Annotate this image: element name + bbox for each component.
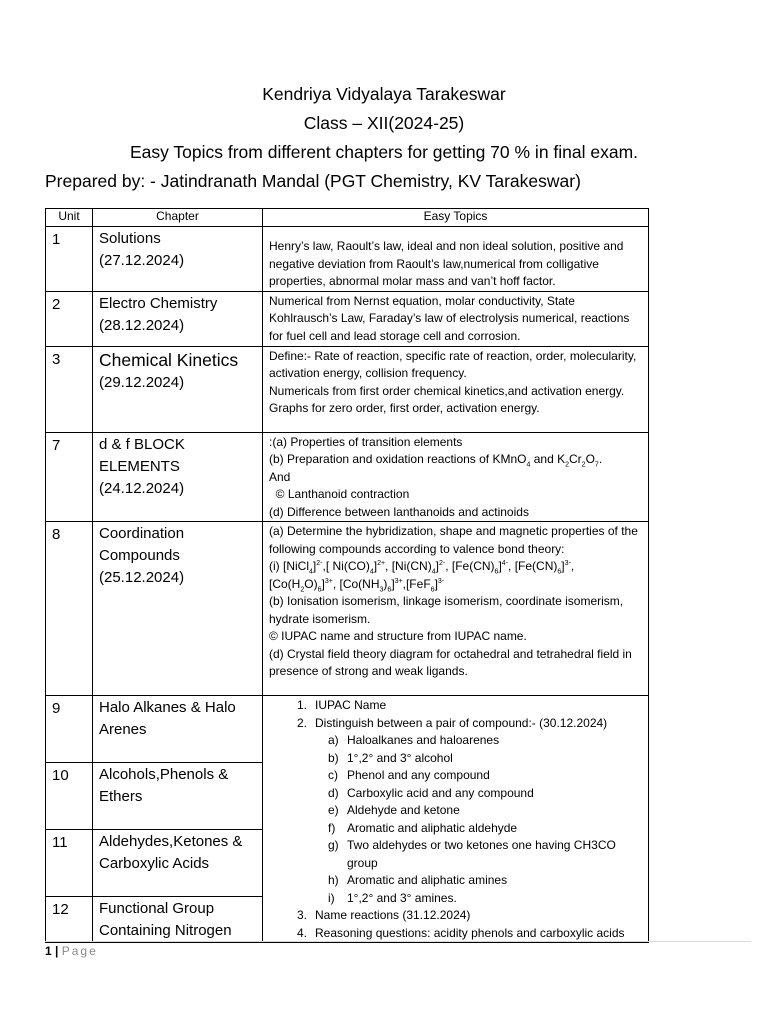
- chapter-date: (29.12.2024): [99, 373, 185, 391]
- footer-divider: [45, 941, 751, 942]
- prepared-by: Prepared by: - Jatindranath Mandal (PGT Chemistry, KV Tarakeswar): [45, 171, 581, 191]
- topic-text: (d) Difference between lanthanoids and actinoids: [269, 504, 529, 519]
- chapter-cell: [93, 696, 263, 763]
- chapter-name: Electro Chemistry: [99, 294, 218, 312]
- chapter-name: Aldehydes,Ketones & Carboxylic Acids: [99, 833, 243, 872]
- sub-list-item: h) Aromatic and aliphatic amines: [328, 873, 508, 887]
- topic-text: :(a) Properties of transition elements: [269, 434, 463, 449]
- header-unit: Unit: [46, 209, 93, 227]
- sub-list-item: e) Aldehyde and ketone: [328, 803, 460, 817]
- page-number: 1: [45, 944, 52, 958]
- table-row: [46, 291, 649, 346]
- chapter-name: Alcohols,Phenols & Ethers: [99, 766, 229, 805]
- chapter-name: Coordination Compounds: [99, 525, 185, 564]
- topic-text: Henry’s law, Raoult’s law, ideal and non ideal solution, positive and negative deviation from Raoult’s law,numerical from colligative properties, abnormal molar mass and van’t hoff factor.: [269, 239, 624, 288]
- chapter-cell: [93, 291, 263, 346]
- list-item: 2. Distinguish between a pair of compound:- (30.12.2024) a) Haloalkanes and haloarenes b) 1°,2° and 3° alcohol c) Phenol and any compound d) Carboxylic acid and any compound e) Aldehyde and ketone f) Aromatic and aliphatic aldehyde g) Two aldehydes or two ketones one having CH3CO group h) Aromatic and aliphatic amines i) 1°,2° and 3° amines.: [315, 715, 644, 908]
- chapter-date: (28.12.2024): [99, 316, 185, 334]
- chapter-name: Chemical Kinetics: [99, 349, 239, 370]
- table-row: [46, 227, 649, 292]
- unit-cell: 8: [46, 522, 93, 696]
- chapter-cell: [93, 227, 263, 292]
- sub-list-item: d) Carboxylic acid and any compound: [328, 785, 534, 800]
- class-title: Class – XII(2024-25): [303, 113, 465, 133]
- chapter-cell: [93, 522, 263, 696]
- chapter-cell: [93, 830, 263, 897]
- table-row: [46, 522, 649, 696]
- topic-text: Numericals from first order chemical kinetics,and activation energy.: [269, 383, 625, 398]
- sub-list-item: b) 1°,2° and 3° alcohol: [328, 750, 453, 765]
- topics-cell: [263, 432, 649, 522]
- document-subtitle: Easy Topics from different chapters for getting 70 % in final exam.: [129, 142, 639, 162]
- topics-cell: [263, 291, 649, 346]
- page-footer: [45, 943, 98, 959]
- topic-text: Numerical from Nernst equation, molar conductivity, State Kohlrausch’s Law, Faraday’s law of electrolysis numerical, reactions for fuel cell and lead storage cell and corrosion.: [269, 293, 630, 343]
- topic-text: (d) Crystal field theory diagram for octahedral and tetrahedral field in presence of strong and weak ligands.: [269, 646, 632, 678]
- topics-cell: [263, 227, 649, 292]
- unit-cell: 7: [46, 432, 93, 522]
- chapter-name: Halo Alkanes & Halo Arenes: [99, 699, 236, 738]
- table-row: [46, 432, 649, 522]
- table-row: [46, 696, 649, 763]
- chapter-name: Solutions: [99, 230, 161, 247]
- topics-cell: [263, 346, 649, 432]
- list-item: 3. Name reactions (31.12.2024): [297, 908, 471, 922]
- topic-text: $[Co(H_2O)_6]^{3+}$, $[Co(NH_3)_6]^{3+},[FeF_6]^{3-}$: [269, 576, 445, 593]
- header-topics: Easy Topics: [263, 209, 649, 227]
- topic-text: Graphs for zero order, first order, activation energy.: [269, 401, 540, 415]
- table-header-row: [46, 209, 649, 227]
- chapter-name: Functional Group Containing Nitrogen: [99, 900, 232, 939]
- unit-cell: 1: [46, 227, 93, 292]
- list-item: 4. Reasoning questions: acidity phenols and carboxylic acids: [297, 925, 625, 940]
- unit-cell: 12: [46, 897, 93, 943]
- unit-cell: 10: [46, 763, 93, 830]
- unit-cell: 9: [46, 696, 93, 763]
- topic-text: And: [269, 469, 291, 484]
- unit-cell: 2: [46, 291, 93, 346]
- topic-text: Define:- Rate of reaction, specific rate of reaction, order, molecularity, activation energy, collision frequency.: [269, 348, 637, 380]
- header-chapter: Chapter: [93, 209, 263, 227]
- topic-list: [269, 697, 644, 942]
- page-label: Page: [61, 944, 98, 958]
- topic-text: (i) [NiCl$_4$]$^{2-}$,[ $Ni(CO)_4]^{2+}$, $[Ni(CN)_4]^{2-}$, $[Fe(CN)_6]^{4-}$, $[Fe(CN)_6]^{3-}$,: [269, 559, 575, 576]
- topics-cell-organic: [263, 696, 649, 943]
- chapter-name: d & f BLOCK ELEMENTS: [99, 435, 185, 475]
- chapter-cell: [93, 432, 263, 522]
- list-item: 1. IUPAC Name: [297, 698, 387, 712]
- sub-list: [269, 732, 644, 907]
- topic-text: © Lanthanoid contraction: [269, 487, 410, 501]
- chapter-date: (27.12.2024): [99, 252, 185, 269]
- topics-cell: [263, 522, 649, 696]
- sub-list-item: c) Phenol and any compound: [328, 768, 490, 782]
- topic-text: (b) Preparation and oxidation reactions of KMnO$_4$ and $K_2Cr_2O_7$.: [269, 452, 603, 469]
- topic-text: (a) Determine the hybridization, shape and magnetic properties of the following compounds according to valence bond theory:: [269, 524, 638, 556]
- table-row: [46, 346, 649, 432]
- unit-cell: 11: [46, 830, 93, 897]
- sub-list-item: i) 1°,2° and 3° amines.: [328, 890, 457, 905]
- school-title: Kendriya Vidyalaya Tarakeswar: [262, 84, 506, 104]
- sub-list-item: a) Haloalkanes and haloarenes: [328, 733, 500, 747]
- unit-cell: 3: [46, 346, 93, 432]
- topics-table: [45, 208, 649, 943]
- chapter-cell: [93, 763, 263, 830]
- topic-text: © IUPAC name and structure from IUPAC name.: [269, 629, 527, 643]
- chapter-date: (25.12.2024): [99, 569, 185, 586]
- chapter-date: (24.12.2024): [99, 479, 185, 497]
- topic-text: (b) Ionisation isomerism, linkage isomerism, coordinate isomerism, hydrate isomerism.: [269, 594, 624, 626]
- footer-separator: |: [55, 944, 59, 958]
- sub-list-item: g) Two aldehydes or two ketones one having CH3CO group: [328, 838, 616, 870]
- chapter-cell: [93, 346, 263, 432]
- chapter-cell: [93, 897, 263, 943]
- sub-list-item: f) Aromatic and aliphatic aldehyde: [328, 820, 518, 835]
